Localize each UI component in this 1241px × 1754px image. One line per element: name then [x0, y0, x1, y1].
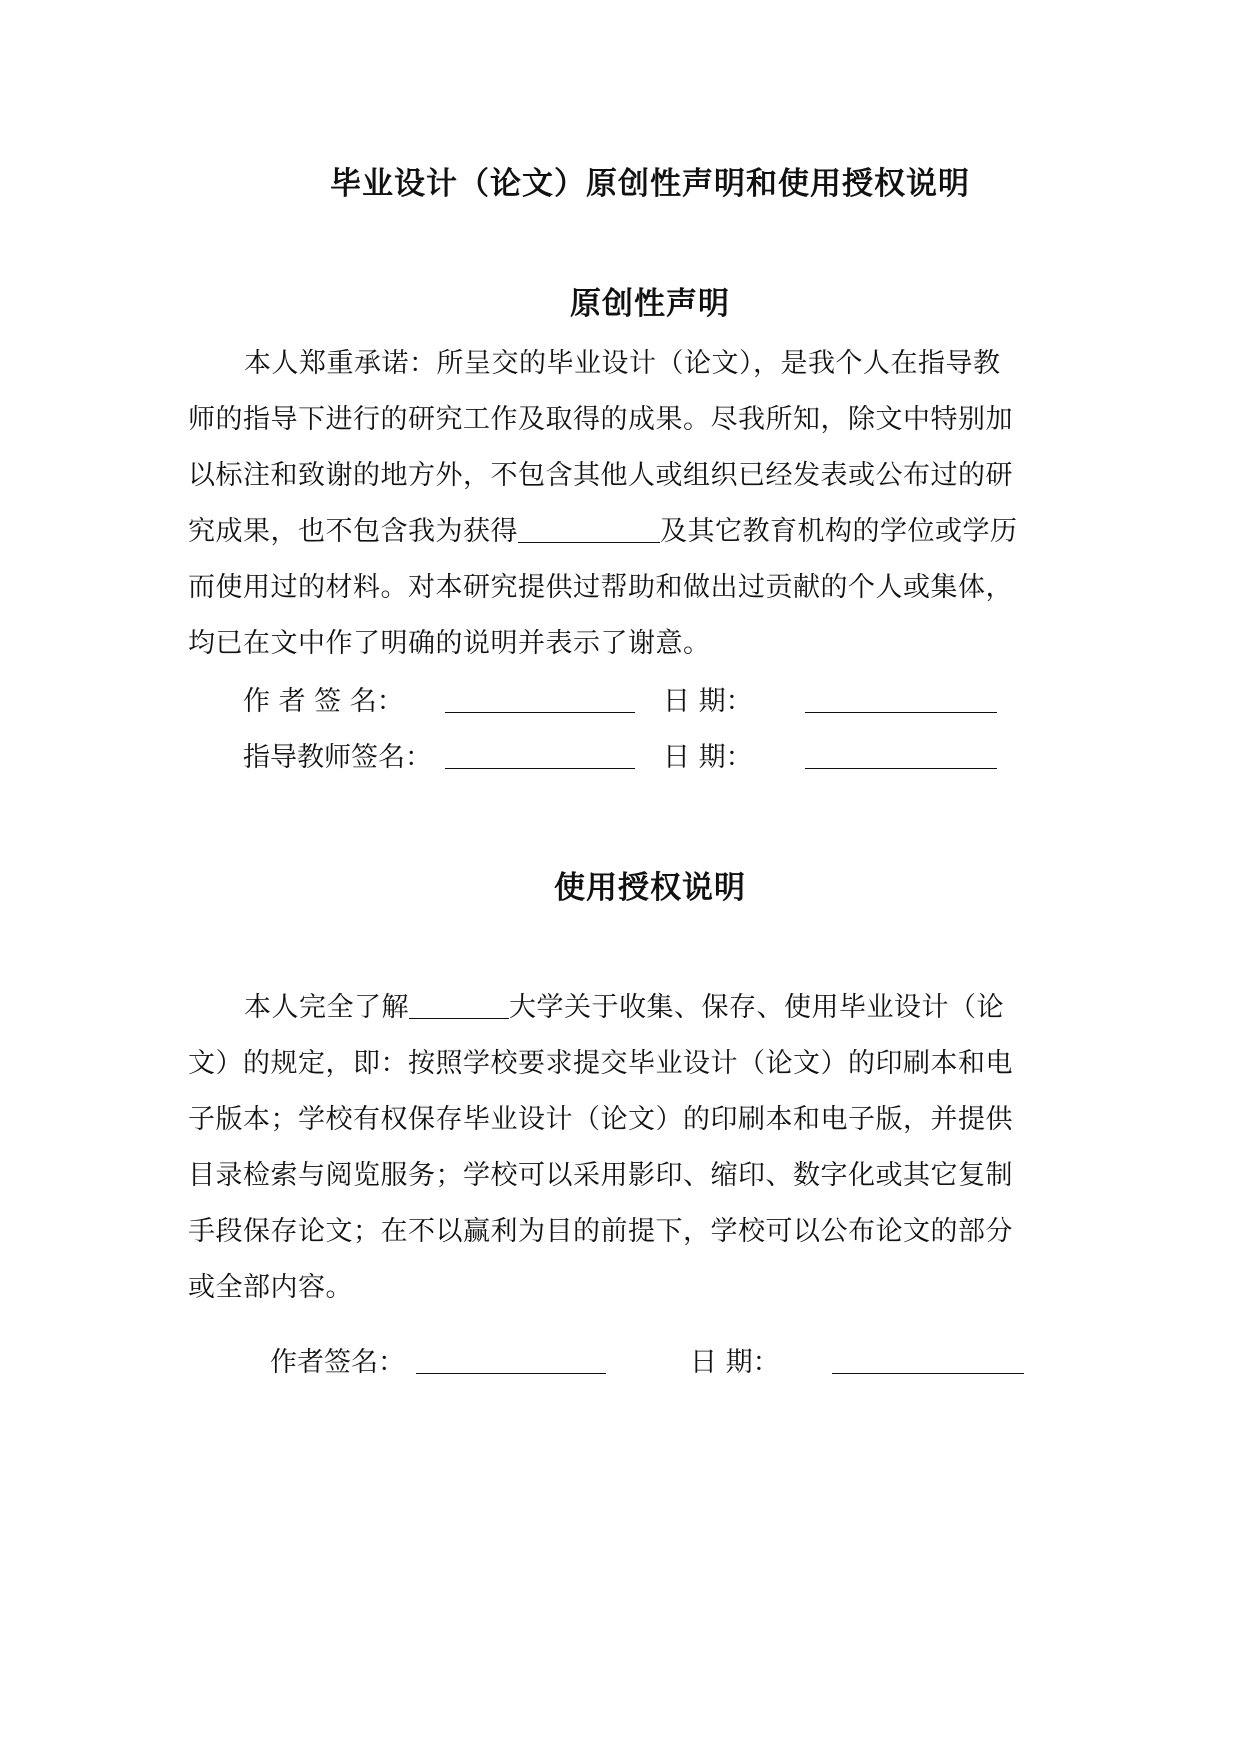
- authorization-line: 手段保存论文；在不以赢利为目的前提下，学校可以公布论文的部分: [188, 1216, 1013, 1247]
- advisor-date-label: 日 期：: [663, 742, 753, 773]
- advisor-signature-field[interactable]: [445, 738, 635, 769]
- authorization-line: 目录检索与阅览服务；学校可以采用影印、缩印、数字化或其它复制: [188, 1160, 1013, 1191]
- authorization-paragraph: [188, 980, 1053, 1316]
- authorization-line: 或全部内容。: [188, 1272, 353, 1303]
- originality-line: 师的指导下进行的研究工作及取得的成果。尽我所知，除文中特别加: [188, 404, 1013, 435]
- school-blank-field[interactable]: [518, 514, 660, 543]
- author-date-label: 日 期：: [663, 686, 753, 717]
- originality-line: 而使用过的材料。对本研究提供过帮助和做出过贡献的个人或集体，: [188, 572, 1013, 603]
- author-signature-field[interactable]: [445, 682, 635, 713]
- author-signature-row: [243, 682, 1043, 722]
- university-blank-field[interactable]: [409, 990, 509, 1019]
- authorization-line-part: 本人完全了解: [244, 992, 409, 1023]
- page-title: 毕业设计（论文）原创性声明和使用授权说明: [330, 166, 970, 202]
- authorization-line-part: 大学关于收集、保存、使用毕业设计（论: [509, 992, 1004, 1023]
- author-signature-label: 作 者 签 名：: [243, 686, 404, 717]
- advisor-signature-row: [243, 738, 1043, 778]
- originality-line: 以标注和致谢的地方外，不包含其他人或组织已经发表或公布过的研: [188, 460, 1013, 491]
- authorization-date-field[interactable]: [832, 1343, 1024, 1374]
- originality-line-part: 究成果，也不包含我为获得: [188, 516, 518, 547]
- advisor-signature-label: 指导教师签名：: [243, 742, 432, 773]
- author-date-field[interactable]: [805, 682, 997, 713]
- authorization-signature-label: 作者签名：: [270, 1347, 405, 1378]
- originality-heading: 原创性声明: [570, 286, 730, 322]
- authorization-line: [188, 980, 1053, 1036]
- authorization-line: 子版本；学校有权保存毕业设计（论文）的印刷本和电子版，并提供: [188, 1104, 1013, 1135]
- authorization-line: 文）的规定，即：按照学校要求提交毕业设计（论文）的印刷本和电: [188, 1048, 1013, 1079]
- authorization-signature-field[interactable]: [416, 1343, 606, 1374]
- authorization-date-label: 日 期：: [690, 1347, 780, 1378]
- originality-line: 均已在文中作了明确的说明并表示了谢意。: [188, 628, 711, 659]
- originality-line: [188, 504, 1053, 560]
- originality-paragraph: [188, 336, 1053, 672]
- authorization-heading: 使用授权说明: [554, 870, 746, 906]
- originality-line-part: 及其它教育机构的学位或学历: [660, 516, 1018, 547]
- advisor-date-field[interactable]: [805, 738, 997, 769]
- originality-line: 本人郑重承诺：所呈交的毕业设计（论文），是我个人在指导教: [244, 348, 1001, 379]
- authorization-signature-row: [270, 1343, 1070, 1383]
